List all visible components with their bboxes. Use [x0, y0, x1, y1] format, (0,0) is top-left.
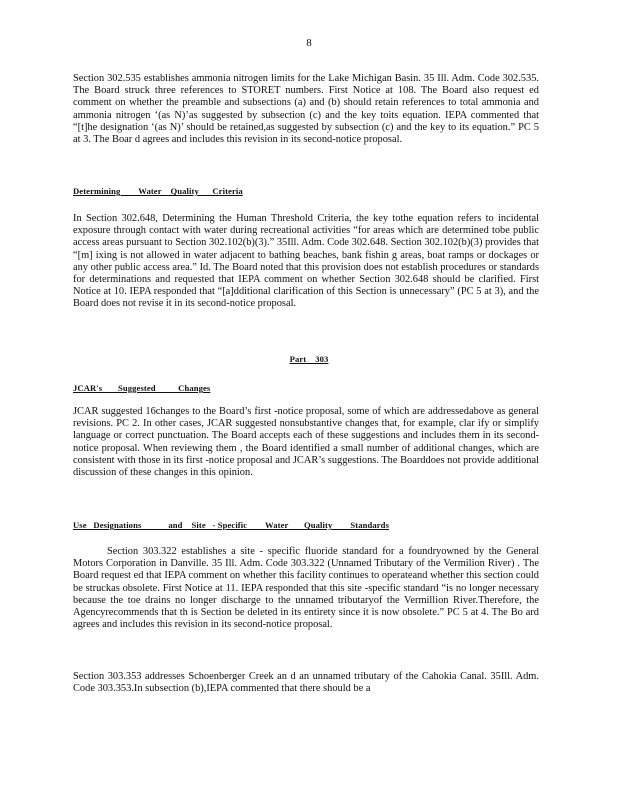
paragraph-section-302-648: In Section 302.648, Determining the Human Threshold Criteria, the key tothe equation refers to incidental exposure through contact with water during recreational activities “for areas which are determined tobe public access areas pursuant to Section 302.102(b)(3).” 35Ill. Adm. Code 302.648. Section 302.102(b)(3) provides that “[m] ixing is not allowed in water adjacent to bathing beaches, bank fishin g areas, boat ramps or dockages or any other public access area.” Id. The Board noted that this provision does not establish procedures or standards for determinations and requested that IEPA comment on whether Section 302.648 should be clarified. First Notice at 10. IEPA responded that “[a]dditional clarification of this Section is unnecessary” (PC 5 at 3), and the Board does not revise it in its second-notice proposal.	[73, 213, 539, 310]
heading-part-303: Part 303	[289, 354, 329, 364]
heading-jcar-suggested-changes: JCAR's Suggested Changes	[73, 383, 211, 393]
paragraph-section-303-353: Section 303.353 addresses Schoenberger Creek an d an unnamed tributary of the Cahokia Canal. 35Ill. Adm. Code 303.353.In subsection (b),IEPA commented that there should be a	[73, 671, 539, 695]
page-number: 8	[306, 37, 312, 49]
paragraph-section-302-535: Section 302.535 establishes ammonia nitrogen limits for the Lake Michigan Basin. 35 Ill. Adm. Code 302.535. The Board struck three references to STORET numbers. First Notice at 108. The Board also request ed comment on whether the preamble and subsections (a) and (b) should retain references to total ammonia and ammonia nitrogen ‘(as N)’as suggested by subsection (c) and the key toits equation. IEPA commented that “[t]he designation ‘(as N)’ should be retained,as suggested by subsection (c) and the key to its equation.” PC 5 at 3. The Boar d agrees and includes this revision in its second-notice proposal.	[73, 73, 539, 146]
paragraph-section-303-322: Section 303.322 establishes a site - specific fluoride standard for a foundryowned by the General Motors Corporation in Danville. 35 Ill. Adm. Code 303.322 (Unnamed Tributary of the Vermilion River) . The Board request ed that IEPA comment on whether this facility continues to operateand whether this section could be struckas obsolete. First Notice at 11. IEPA responded that this site -specific standard “is no longer necessary because the toe drains no longer discharge to the unnamed tributaryof the Vermillion River.Therefore, the Agencyrecommends that th is Section be deleted in its entirety since it is now obsolete.” PC 5 at 4. The Bo ard agrees and includes this revision in its second-notice proposal.	[73, 546, 539, 631]
heading-determining-water-quality-criteria: Determining Water Quality Criteria	[73, 186, 243, 196]
heading-use-designations: Use Designations and Site - Specific Water Quality Standards	[73, 520, 390, 530]
paragraph-jcar-suggestions: JCAR suggested 16changes to the Board’s first -notice proposal, some of which are addressedabove as general revisions. PC 2. In other cases, JCAR suggested nonsubstantive changes that, for example, clar ify or simplify language or correct punctuation. The Board accepts each of these suggestions and includes them in its second-notice proposal. When reviewing them , the Board identified a small number of additional changes, which are consistent with those in its first -notice proposal and JCAR’s suggestions. The Boarddoes not provide additional discussion of these changes in this opinion.	[73, 406, 539, 479]
